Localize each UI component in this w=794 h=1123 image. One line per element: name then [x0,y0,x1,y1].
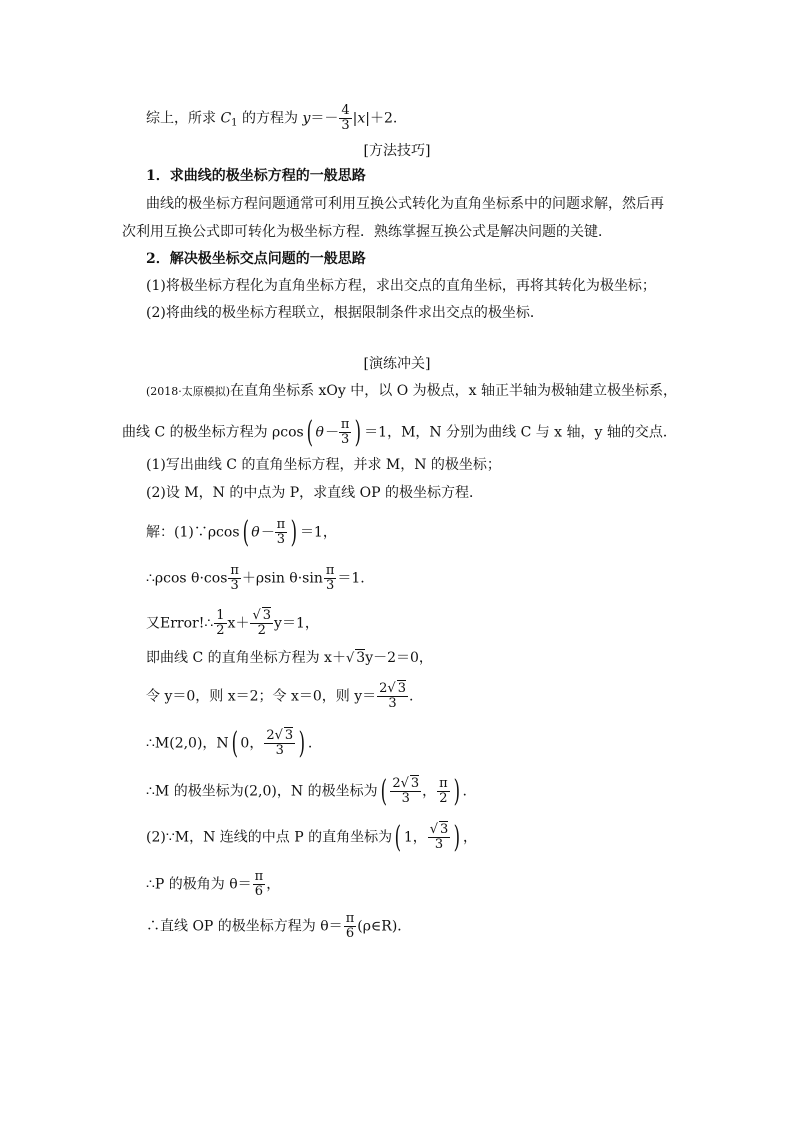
method-paragraph-1-cont: 次利用互换公式即可转化为极坐标方程．熟练掌握互换公式是解决问题的关键． [122,224,612,240]
method-subheading-2: 2．解决极坐标交点问题的一般思路 [146,251,366,267]
summary-line: 综上，所求 $C_1$ 的方程为 y＝－ $\frac{4}{3}$ |x|＋2. [146,103,398,133]
method-paragraph-1: 曲线的极坐标方程问题通常可利用互换公式转化为直角坐标系中的问题求解，然后再 [146,196,664,212]
solution-step-6: ∴M(2,0)，N( 0， $\frac{2√ 3}{3}$ ) . [146,725,313,761]
method-item-2: (2)将曲线的极坐标方程联立，根据限制条件求出交点的极坐标． [146,305,544,321]
question-line-1: (2018·太原模拟)在直角坐标系 xOy 中，以 O 为极点，x 轴正半轴为极轴建立极坐标系， [146,383,677,399]
question-part-1: (1)写出曲线 C 的直角坐标方程，并求 M，N 的极坐标； [146,457,501,473]
solution-step-7: ∴M 的极坐标为(2,0)，N 的极坐标为( $\frac{2√ 3}{3}$ ， $\frac{\pi}{2}$ ) . [146,773,467,809]
fraction-4-3: $\frac{4}{3}$ [341,103,350,133]
solution-step-8: (2)∵M，N 连线的中点 P 的直角坐标为( 1， $\frac{√ 3}{3}$ ) ， [146,819,478,855]
method-subheading-1: 1．求曲线的极坐标方程的一般思路 [146,168,366,184]
solution-step-2: ∴ρcos θ·cos $\frac{\pi}{3}$ ＋ρsin θ·sin $\frac{\pi}{3}$ ＝1. [146,563,365,593]
solution-step-4: 即曲线 C 的直角坐标方程为 x＋√ 3y－2＝0， [146,650,433,666]
solution-step-3: 又Error!∴ $\frac{1}{2}$ x＋ $\frac{√ 3}{2}$ y＝1， [146,608,319,638]
fraction-pi-3: $\frac{\pi}{3}$ [340,417,350,447]
practice-heading: [演练冲关] [363,356,431,372]
solution-step-9: ∴P 的极角为 θ＝ $\frac{\pi}{6}$ ， [146,869,281,899]
method-item-1: (1)将极坐标方程化为直角坐标方程，求出交点的直角坐标，再将其转化为极坐标； [146,278,656,294]
solution-step-10: ∴直线 OP 的极坐标方程为 θ＝ $\frac{\pi}{6}$ (ρ∈R)． [146,911,412,941]
question-line-2: 曲线 C 的极坐标方程为 ρcos( θ－ $\frac{\pi}{3}$ ) ＝1，M，N 分别为曲线 C 与 x 轴，y 轴的交点． [122,414,677,450]
solution-step-5: 令 y＝0，则 x＝2；令 x＝0，则 y＝ $\frac{2√ 3}{3}$ . [146,681,414,711]
method-heading: [方法技巧] [363,143,431,159]
solution-step-1: 解：(1)∵ρcos( θ－ $\frac{\pi}{3}$ ) ＝1， [146,514,337,550]
question-part-2: (2)设 M，N 的中点为 P，求直线 OP 的极坐标方程． [146,485,483,501]
